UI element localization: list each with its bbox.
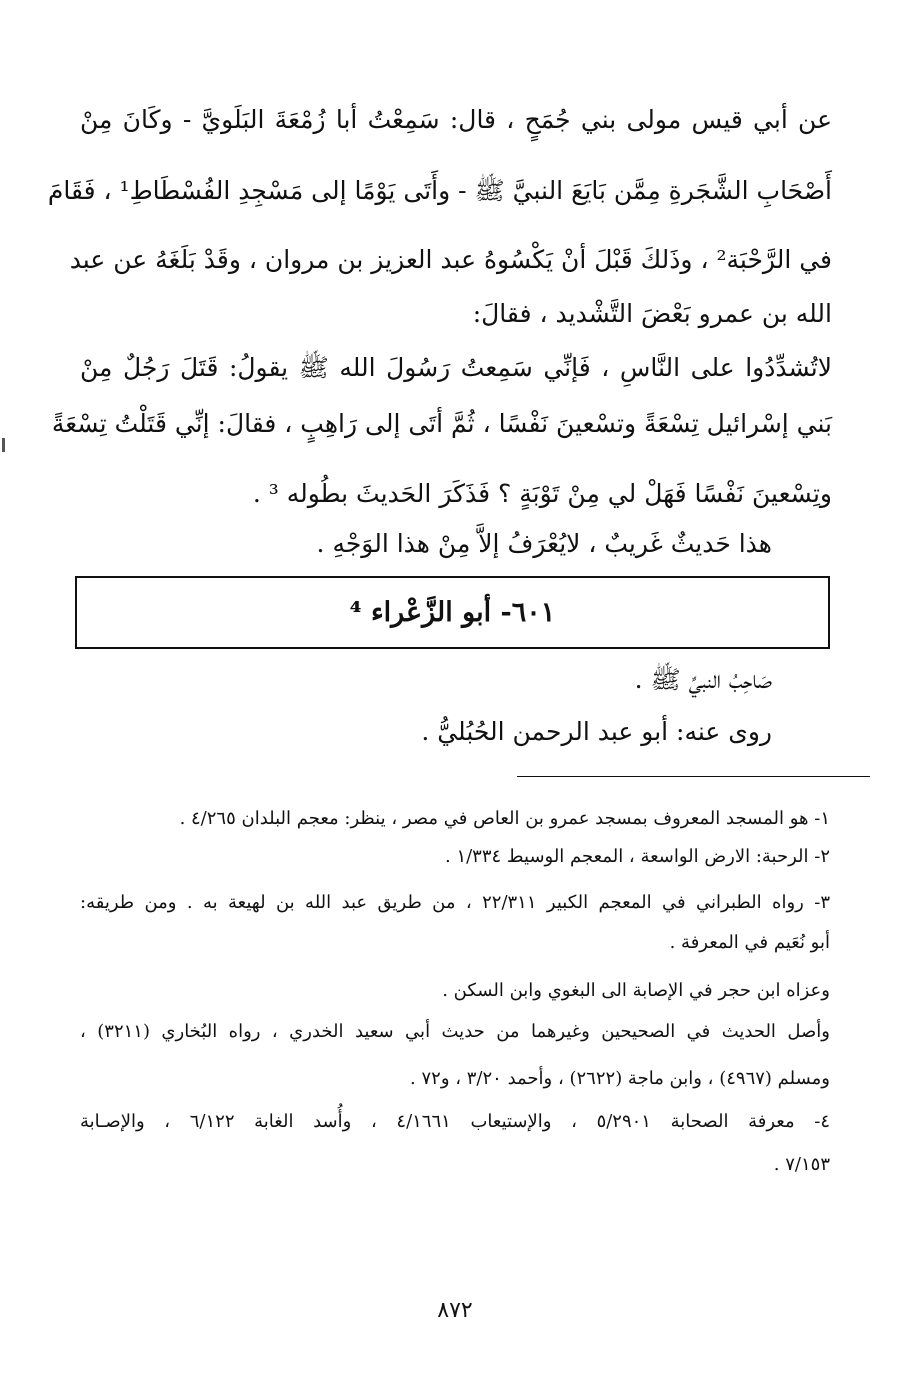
footnote-4: ٤- معرفة الصحابة ٥/٢٩٠١ ، والإستيعاب ٤/١٦٦١ ، وأُسد الغابة ٦/١٢٢ ، والإصـابة (80, 1111, 831, 1132)
footnote-3-attribution: وعزاه ابن حجر في الإصابة الى البغوي وابن السكن . (442, 980, 830, 1001)
hadith-line-4: الله بن عمرو بَعْضَ التَّشْديد ، فقالَ: (472, 299, 832, 328)
entry-narrator: روى عنه: أبو عبد الرحمن الحُبُليُّ . (421, 717, 772, 746)
hadith-line-5: لاتُشدِّدُوا على النَّاسِ ، فَإنِّي سَمِعتُ رَسُولَ الله ﷺ يقولُ: قَتَلَ رَجُلٌ مِنْ (80, 353, 832, 382)
hadith-line-3: في الرَّحْبَة² ، وذَلكَ قَبْلَ أنْ يَكْسُوهُ عبد العزيز بن مروان ، وقَدْ بَلَغَهُ عن عبد (69, 245, 832, 274)
footnote-3: ٣- رواه الطبراني في المعجم الكبير ٢٢/٣١١ ، من طريق عبد الله بن لهيعة به . ومن طريقه: (80, 892, 830, 913)
footnote-1: ١- هو المسجد المعروف بمسجد عمرو بن العاص في مصر ، ينظر: معجم البلدان ٤/٢٦٥ . (179, 808, 830, 829)
footnote-3-origin: وأصل الحديث في الصحيحين وغيرهما من حديث أبي سعيد الخدري ، رواه البُخاري (٣٢١١) ، (80, 1021, 830, 1042)
footnote-divider (517, 776, 870, 777)
scan-edge-mark (2, 438, 5, 452)
page-number: ٨٧٢ (437, 1298, 473, 1323)
hadith-line-2: أَصْحَابِ الشَّجَرةِ مِمَّن بَايَعَ النبيَّ ﷺ - وأَتَى يَوْمًا إلى مَسْجِدِ الفُسْطَاطِ¹ ، فَقَامَ (47, 176, 832, 205)
entry-heading-box (75, 576, 830, 649)
hadith-line-6: بَني إسْرائيل تِسْعَةً وتسْعينَ نَفْسًا ، ثُمَّ أتَى إلى رَاهِبٍ ، فقالَ: إنِّي قَتَلْتُ تِسْعَةً (51, 409, 832, 438)
footnote-3-continued: أبو نُعَيم في المعرفة . (669, 932, 830, 953)
hadith-grading: هذا حَديثٌ غَريبٌ ، لايُعْرَفُ إلاَّ مِنْ هذا الوَجْهِ . (316, 529, 772, 558)
hadith-line-7: وتِسْعينَ نَفْسًا فَهَلْ لي مِنْ تَوْبَةٍ ؟ فَذَكَرَ الحَديثَ بطُوله ³ . (252, 479, 832, 508)
footnote-3-origin-continued: ومسلم (٤٩٦٧) ، وابن ماجة (٢٦٢٢) ، وأحمد ٣/٢٠ ، و٧٢ . (410, 1068, 830, 1089)
footnote-2: ٢- الرحبة: الارض الواسعة ، المعجم الوسيط ١/٣٣٤ . (445, 846, 830, 867)
entry-description: صَاحِبُ النبيِّ ﷺ . (634, 665, 772, 694)
hadith-line-1: عن أبي قيس مولى بني جُمَحٍ ، قال: سَمِعْتُ أبا زُمْعَةَ البَلَويَّ - وكَانَ مِنْ (80, 105, 832, 134)
entry-heading: ٦٠١- أبو الزَّعْراء ⁴ (349, 597, 556, 628)
footnote-4-continued: ٧/١٥٣ . (773, 1154, 830, 1175)
